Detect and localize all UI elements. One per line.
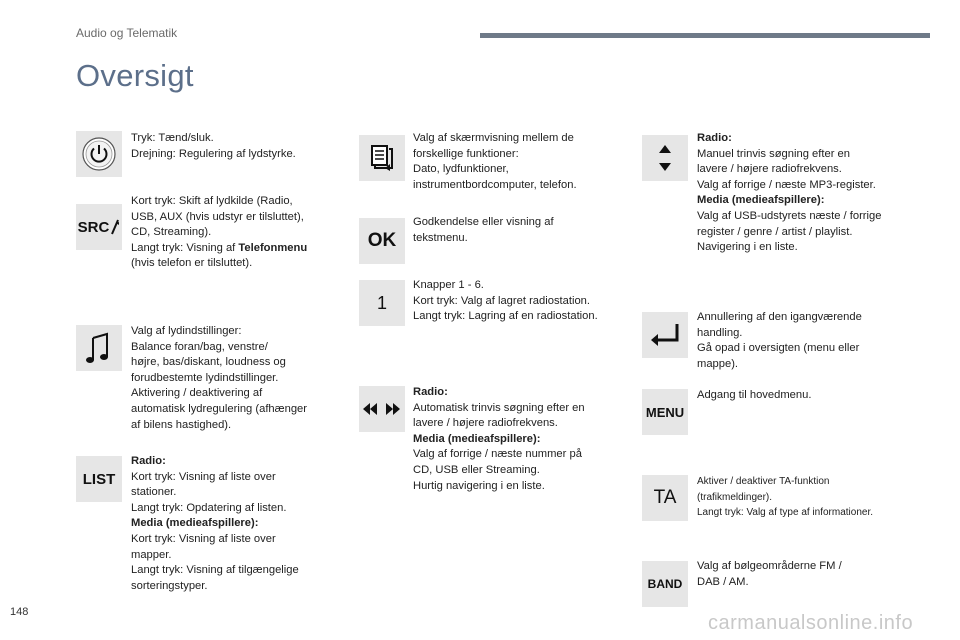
up-down-arrows-icon (642, 135, 688, 181)
desc-line: Media (medieafspillere): (413, 432, 541, 445)
desc-line: forskellige funktioner: (413, 147, 519, 160)
desc-line: lavere / højere radiofrekvens. (697, 163, 842, 176)
back-return-icon (642, 312, 688, 358)
desc-line: handling. (697, 326, 743, 339)
desc-line: Valg af lydindstillinger: (131, 325, 242, 337)
desc-line: Aktivering / deaktivering af (131, 387, 263, 400)
item-desc (131, 131, 296, 162)
list-icon: LIST (76, 456, 122, 502)
desc-line: stationer. (131, 486, 177, 499)
desc-line: Langt tryk: Valg af type af informationer. (697, 507, 874, 519)
power-icon (76, 131, 122, 177)
desc-line: forudbestemte lydindstillinger. (131, 371, 279, 384)
desc-line: Drejning: Regulering af lydstyrke. (131, 147, 296, 160)
display-mode-icon (359, 135, 405, 181)
ta-icon: TA (642, 475, 688, 521)
desc-line: Manuel trinvis søgning efter en (697, 147, 850, 160)
desc-line: USB, AUX (hvis udstyr er tilsluttet), (131, 210, 304, 223)
item-desc (697, 131, 881, 256)
desc-line: Radio: (131, 455, 166, 467)
desc-line: Adgang til hovedmenu. (697, 389, 812, 401)
desc-line: automatisk lydregulering (afhænger (131, 402, 307, 415)
desc-line: Knapper 1 - 6. (413, 279, 484, 291)
desc-line: DAB / AM. (697, 575, 749, 588)
item-desc (697, 388, 811, 404)
desc-line: Valg af forrige / næste nummer på (413, 448, 582, 461)
section-title: Audio og Telematik (76, 26, 178, 40)
item-desc (697, 559, 842, 590)
item-desc (697, 474, 873, 521)
desc-line: tekstmenu. (413, 231, 468, 244)
desc-line: Annullering af den igangværende (697, 311, 862, 323)
page-number: 148 (10, 606, 29, 618)
item-desc (413, 215, 554, 246)
page-title: Oversigt (76, 58, 194, 93)
desc-line: lavere / højere radiofrekvens. (413, 417, 558, 430)
preset-1-icon: 1 (359, 280, 405, 326)
desc-line: mapper. (131, 548, 172, 561)
desc-line: register / genre / artist / playlist. (697, 225, 853, 238)
desc-line: Automatisk trinvis søgning efter en (413, 401, 585, 414)
desc-line: Godkendelse eller visning af (413, 216, 554, 228)
menu-icon: MENU (642, 389, 688, 435)
item-desc (131, 194, 307, 272)
desc-line: Dato, lydfunktioner, (413, 163, 509, 176)
desc-line: instrumentbordcomputer, telefon. (413, 178, 577, 191)
desc-line: (trafikmeldinger). (697, 491, 773, 503)
desc-line: Navigering i en liste. (697, 241, 798, 254)
desc-line: Langt tryk: Visning af Telefonmenu (131, 241, 308, 254)
desc-line: Radio: (413, 386, 448, 398)
desc-line: CD, USB eller Streaming. (413, 463, 540, 476)
seek-arrows-icon (359, 386, 405, 432)
desc-line: sorteringstyper. (131, 579, 208, 592)
desc-line: Hurtig navigering i en liste. (413, 479, 545, 492)
desc-line: Langt tryk: Opdatering af listen. (131, 501, 287, 514)
band-icon: BAND (642, 561, 688, 607)
desc-line: højre, bas/diskant, loudness og (131, 356, 286, 369)
desc-line: Kort tryk: Visning af liste over (131, 470, 276, 483)
watermark: carmanualsonline.info (708, 612, 914, 634)
desc-line: Tryk: Tænd/sluk. (131, 132, 214, 144)
desc-line: mappe). (697, 357, 739, 370)
item-desc (413, 385, 585, 494)
desc-line: CD, Streaming). (131, 226, 212, 239)
desc-line: Valg af USB-udstyrets næste / forrige (697, 209, 882, 222)
desc-line: Radio: (697, 132, 732, 144)
desc-line: Valg af skærmvisning mellem de (413, 132, 574, 144)
item-desc (131, 454, 299, 594)
desc-line: Langt tryk: Lagring af en radiostation. (413, 310, 598, 323)
desc-line: Media (medieafspillere): (697, 194, 825, 207)
music-note-icon (76, 325, 122, 371)
item-desc (131, 324, 307, 433)
item-desc (413, 278, 598, 325)
desc-line: af bilens hastighed). (131, 418, 232, 431)
src-phone-icon: SRC (76, 204, 122, 250)
desc-line: Aktiver / deaktiver TA-funktion (697, 476, 830, 487)
desc-line: Balance foran/bag, venstre/ (131, 340, 268, 353)
desc-line: Valg af forrige / næste MP3-register. (697, 178, 876, 191)
item-desc (697, 310, 862, 372)
desc-line: Valg af bølgeområderne FM / (697, 560, 842, 572)
desc-line: Gå opad i oversigten (menu eller (697, 342, 860, 355)
item-desc (413, 131, 577, 193)
desc-line: (hvis telefon er tilsluttet). (131, 257, 253, 270)
desc-line: Kort tryk: Valg af lagret radiostation. (413, 294, 591, 307)
desc-line: Kort tryk: Visning af liste over (131, 532, 276, 545)
header-bar (480, 33, 930, 38)
ok-icon: OK (359, 218, 405, 264)
desc-line: Media (medieafspillere): (131, 517, 259, 530)
desc-line: Langt tryk: Visning af tilgængelige (131, 564, 299, 577)
desc-line: Kort tryk: Skift af lydkilde (Radio, (131, 195, 293, 207)
